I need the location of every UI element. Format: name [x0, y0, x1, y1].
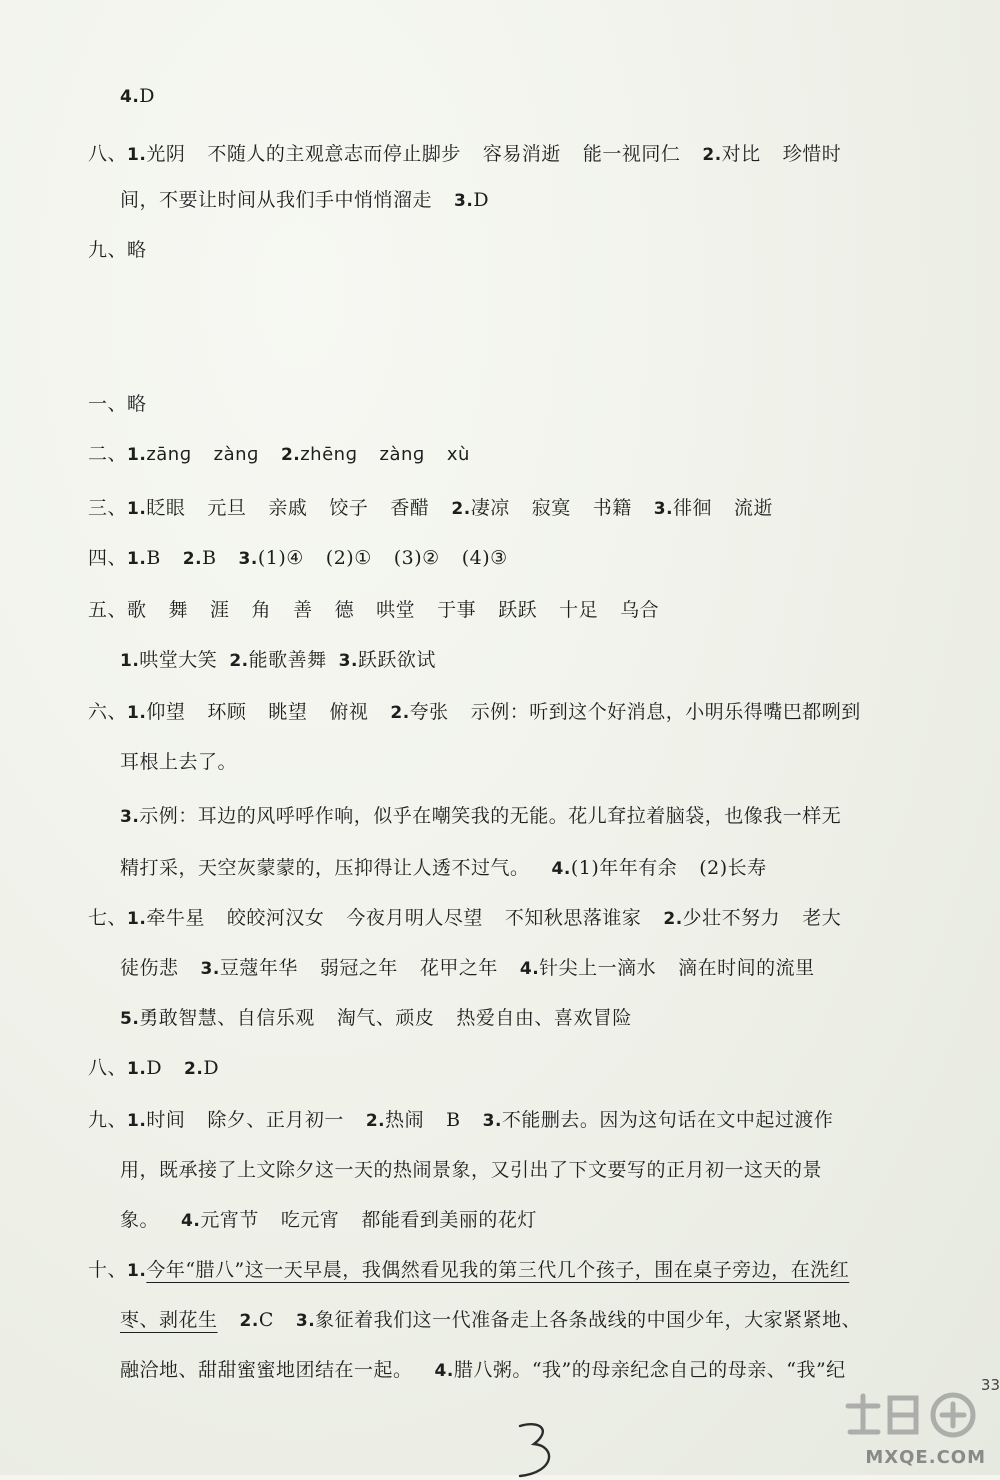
- answer-line-1: [120, 82, 155, 111]
- answer-line-18: 八、1.D 2.D: [88, 1057, 220, 1079]
- answer-line-11: 六、1.仰望 环顾 眺望 俯视 2.夸张 示例：听到这个好消息，小明乐得嘴巴都咧到: [88, 701, 861, 723]
- answer-line-15: 七、1.牵牛星 皎皎河汉女 今夜月明人尽望 不知秋思落谁家 2.少壮不努力 老大: [88, 907, 842, 929]
- underlined-sentence-end: 枣、剥花生: [120, 1309, 218, 1331]
- answer-line-21: 象。 4.元宵节 吃元宵 都能看到美丽的花灯: [120, 1209, 537, 1231]
- answer-line-12: 耳根上去了。: [120, 751, 238, 773]
- answer-line-22: 十、1.今年“腊八”这一天早晨，我偶然看见我的第三代几个孩子，围在桌子旁边，在洗红: [88, 1259, 850, 1281]
- answer-line-2: 八、1.光阴 不随人的主观意志而停止脚步 容易消逝 能一视同仁 2.对比 珍惜时: [88, 143, 842, 165]
- answer-text: D: [139, 85, 156, 107]
- answer-line-5: 一、略: [88, 393, 147, 415]
- underlined-sentence: 今年“腊八”这一天早晨，我偶然看见我的第三代几个孩子，围在桌子旁边，在洗红: [146, 1259, 850, 1281]
- answer-line-16: 徒伤悲 3.豆蔻年华 弱冠之年 花甲之年 4.针尖上一滴水 滴在时间的流里: [120, 957, 815, 979]
- answer-line-13: 3.示例：耳边的风呼呼作响，似乎在嘲笑我的无能。花儿耷拉着脑袋，也像我一样无: [120, 805, 842, 827]
- answer-line-4: 九、略: [88, 239, 147, 261]
- question-number: 4.: [120, 87, 140, 107]
- answer-line-19: 九、1.时间 除夕、正月初一 2.热闹 B 3.不能删去。因为这句话在文中起过渡作: [88, 1109, 834, 1131]
- page-number: 33: [980, 1376, 1000, 1394]
- answer-line-8: 四、1.B 2.B 3.(1)④ (2)① (3)② (4)③: [88, 547, 508, 569]
- answer-line-7: 三、1.眨眼 元旦 亲戚 饺子 香醋 2.凄凉 寂寞 书籍 3.徘徊 流逝: [88, 497, 774, 519]
- answer-line-17: 5.勇敢智慧、自信乐观 淘气、顽皮 热爱自由、喜欢冒险: [120, 1007, 632, 1029]
- watermark-text: MXQE.COM: [865, 1447, 986, 1468]
- answer-line-14: 精打采，天空灰蒙蒙的，压抑得让人透不过气。 4.(1)年年有余 (2)长寿: [120, 857, 767, 879]
- answer-line-6: 二、1.zānɡ zànɡ 2.zhēnɡ zànɡ xù: [88, 443, 470, 465]
- section-label: 八、: [88, 143, 128, 165]
- answer-line-10: 1.哄堂大笑 2.能歌善舞 3.跃跃欲试: [120, 649, 436, 671]
- answer-line-9: 五、歌 舞 涯 角 善 德 哄堂 于事 跃跃 十足 乌合: [88, 599, 660, 621]
- handwritten-mark-3: [512, 1420, 562, 1480]
- answer-line-24: 融洽地、甜甜蜜蜜地团结在一起。 4.腊八粥。“我”的母亲纪念自己的母亲、“我”纪: [120, 1359, 846, 1381]
- answer-line-3: 间，不要让时间从我们手中悄悄溜走 3.D: [120, 189, 490, 211]
- answer-line-20: 用，既承接了上文除夕这一天的热闹景象，又引出了下文要写的正月初一这天的景: [120, 1159, 823, 1181]
- answer-line-23: 枣、剥花生 2.C 3.象征着我们这一代准备走上各条战线的中国少年，大家紧紧地、: [120, 1309, 862, 1331]
